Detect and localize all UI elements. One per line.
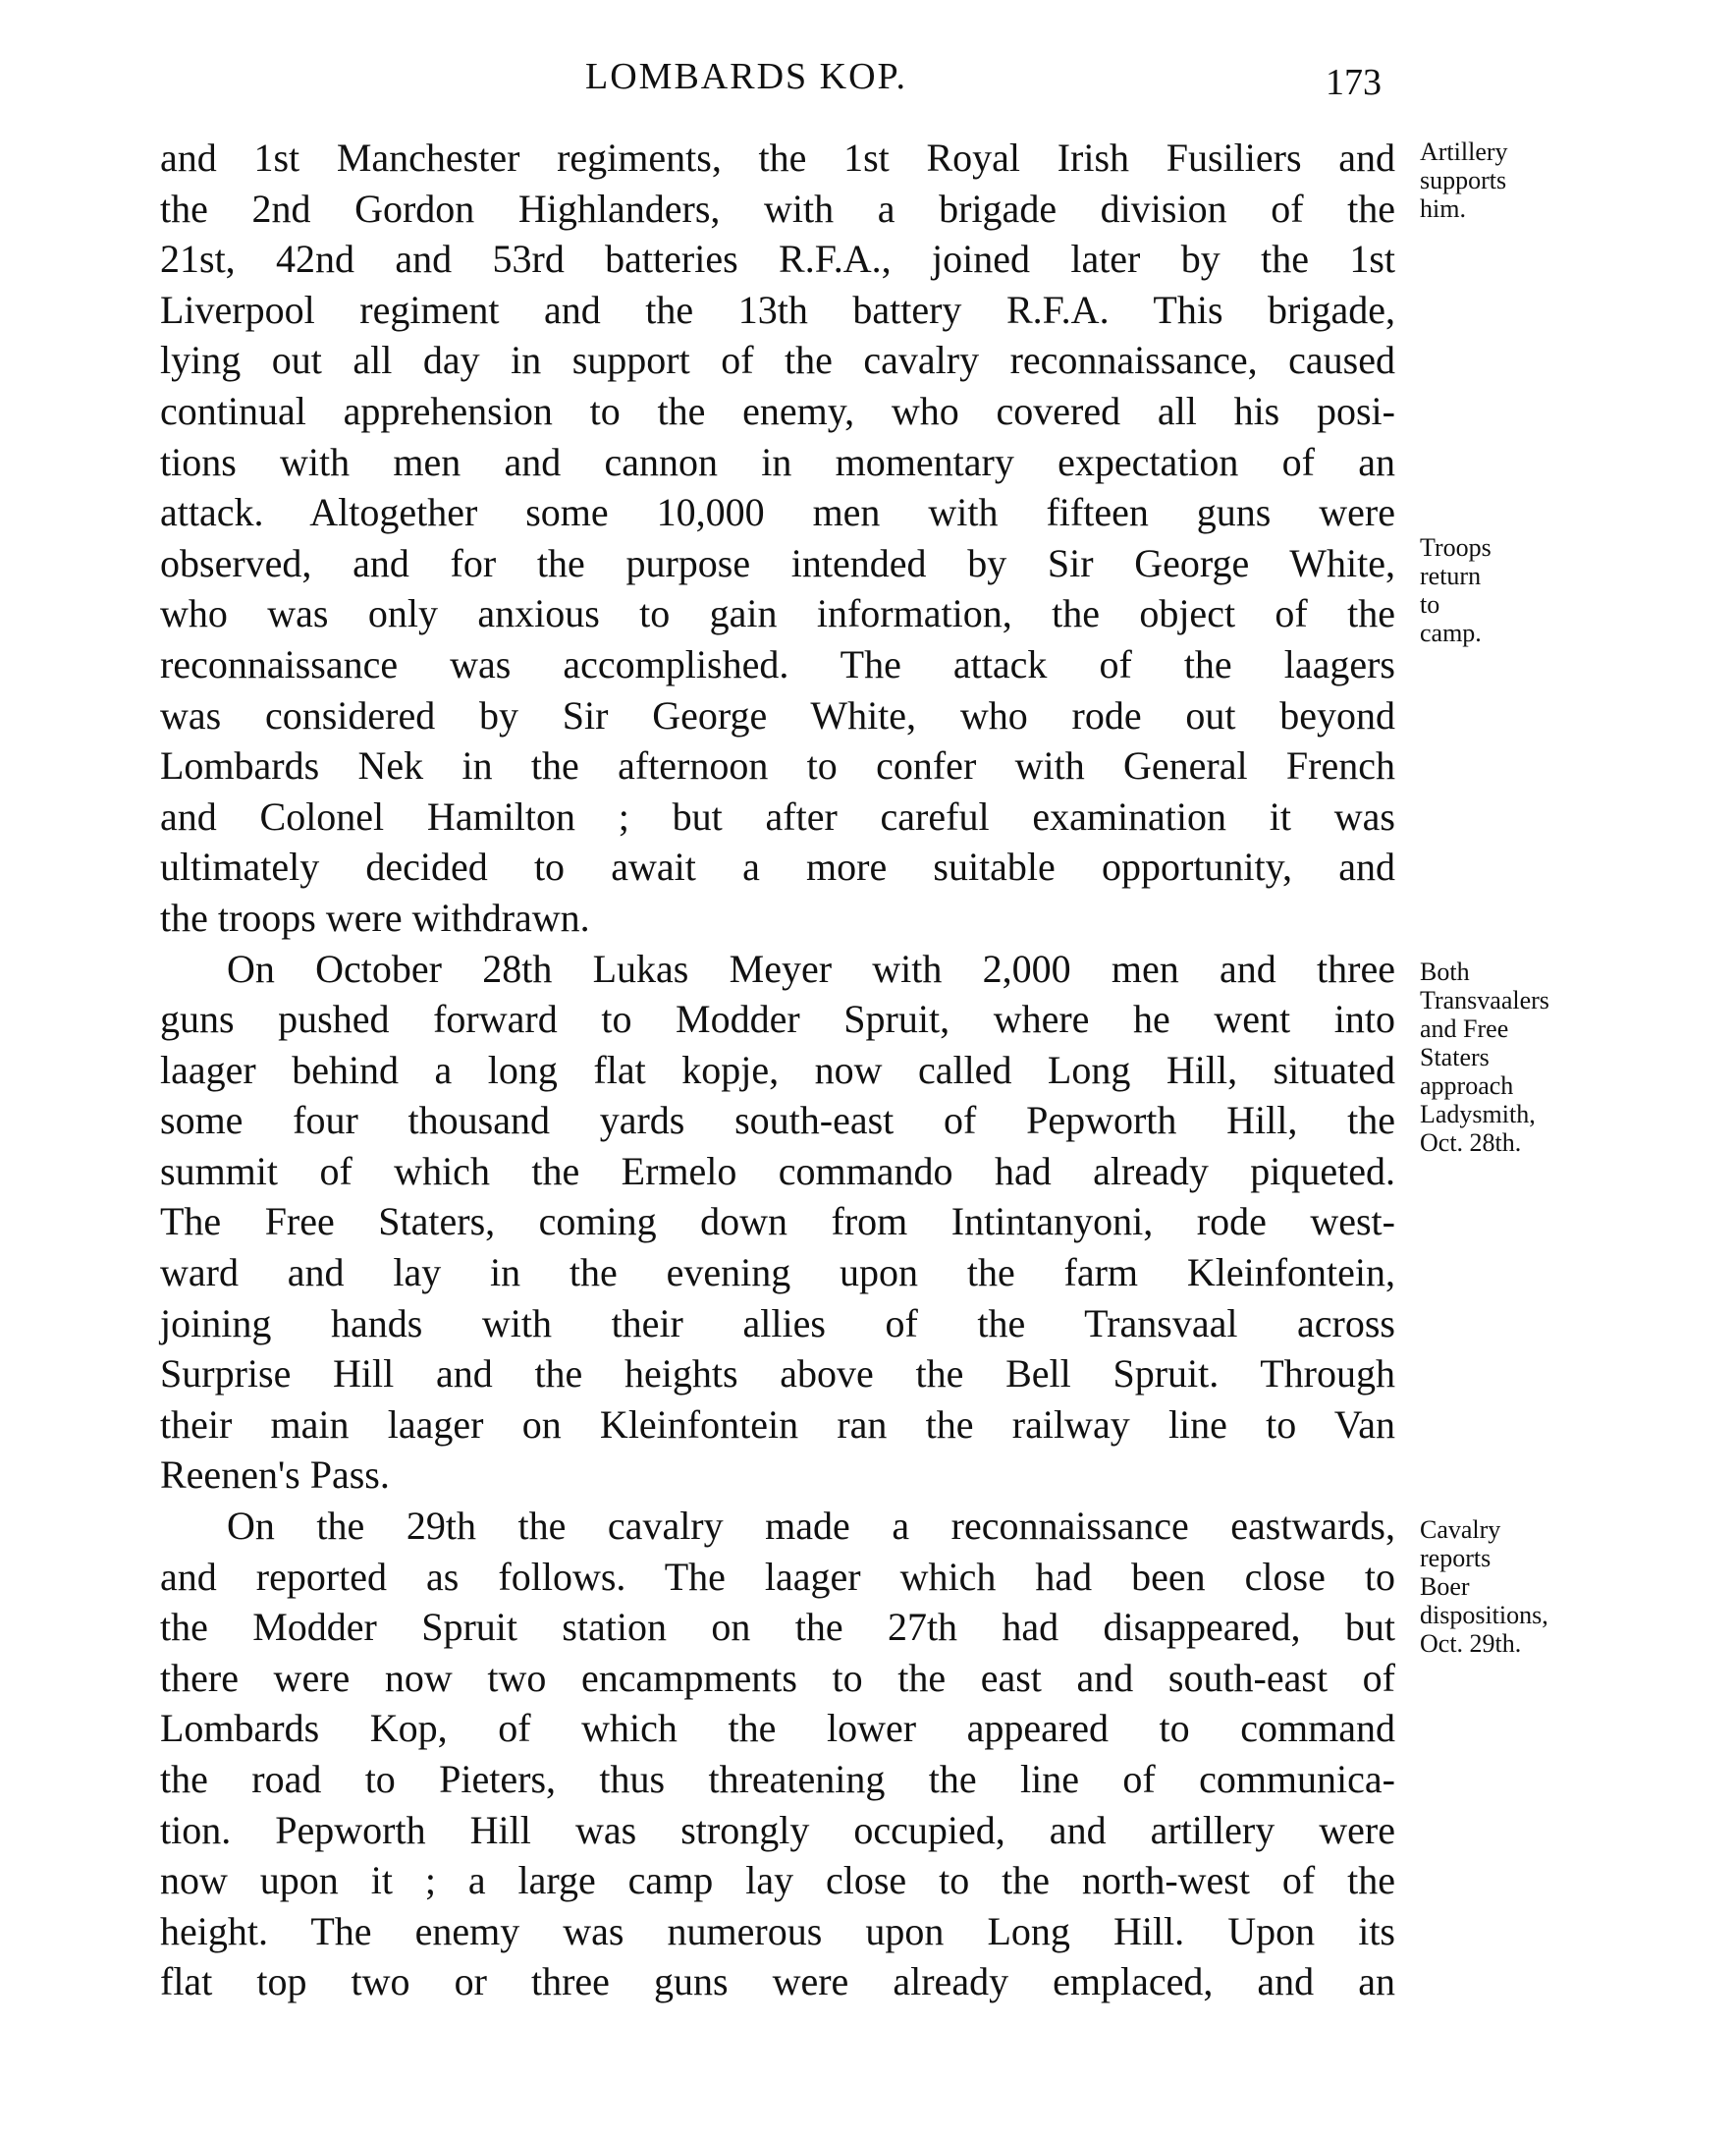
text-line: and reported as follows. The laager which had been close to xyxy=(160,1554,1395,1599)
margin-note-line: Boer xyxy=(1420,1572,1470,1601)
running-head xyxy=(0,55,1736,104)
margin-note xyxy=(1420,958,1549,1157)
text-line: was considered by Sir George White, who rode out beyond xyxy=(160,692,1395,738)
text-line: their main laager on Kleinfontein ran the railway line to Van xyxy=(160,1401,1395,1447)
margin-note-line: dispositions, xyxy=(1420,1601,1548,1629)
text-line: height. The enemy was numerous upon Long Hill. Upon its xyxy=(160,1908,1395,1953)
text-line: Surprise Hill and the heights above the Bell Spruit. Through xyxy=(160,1351,1395,1397)
text-line: 21st, 42nd and 53rd batteries R.F.A., joined later by the 1st xyxy=(160,237,1395,282)
margin-note-line: Ladysmith, xyxy=(1420,1100,1536,1128)
text-line: who was only anxious to gain information, the object of the xyxy=(160,591,1395,636)
text-line: the road to Pieters, thus threatening the line of communica- xyxy=(160,1757,1395,1801)
margin-note xyxy=(1420,533,1492,647)
margin-note-line: Troops xyxy=(1420,533,1492,562)
text-line: observed, and for the purpose intended by Sir George White, xyxy=(160,540,1395,585)
margin-note xyxy=(1420,137,1508,223)
text-line: reconnaissance was accomplished. The attack of the laagers xyxy=(160,641,1395,686)
text-line: the Modder Spruit station on the 27th had disappeared, but xyxy=(160,1605,1395,1650)
text-line: tion. Pepworth Hill was strongly occupied, and artillery were xyxy=(160,1807,1395,1852)
text-line: The Free Staters, coming down from Intintanyoni, rode west- xyxy=(160,1199,1395,1244)
text-line: some four thousand yards south-east of Pepworth Hill, the xyxy=(160,1098,1395,1143)
text-line: now upon it ; a large camp lay close to the north-west of the xyxy=(160,1858,1395,1903)
text-line: attack. Altogether some 10,000 men with fifteen guns were xyxy=(160,490,1395,535)
text-line: ultimately decided to await a more suitable opportunity, and xyxy=(160,845,1395,890)
text-line: and Colonel Hamilton ; but after careful examination it was xyxy=(160,794,1395,839)
text-line: flat top two or three guns were already emplaced, and an xyxy=(160,1959,1395,2004)
text-line: Reenen's Pass. xyxy=(160,1452,390,1498)
text-line: laager behind a long flat kopje, now called Long Hill, situated xyxy=(160,1047,1395,1092)
margin-note-line: approach xyxy=(1420,1071,1514,1100)
text-line: Lombards Kop, of which the lower appeared to command xyxy=(160,1706,1395,1751)
margin-note-line: and Free xyxy=(1420,1014,1509,1043)
margin-note-line: Artillery xyxy=(1420,137,1508,166)
text-line: On October 28th Lukas Meyer with 2,000 men and three xyxy=(227,946,1395,991)
margin-note-line: return xyxy=(1420,562,1482,590)
text-line: Liverpool regiment and the 13th battery R.F.A. This brigade, xyxy=(160,287,1395,332)
text-line: the troops were withdrawn. xyxy=(160,895,590,940)
text-line: ward and lay in the evening upon the farm Kleinfontein, xyxy=(160,1250,1395,1295)
chapter-title: LOMBARDS KOP. xyxy=(585,56,907,97)
text-line: joining hands with their allies of the Transvaal across xyxy=(160,1300,1395,1345)
margin-note-line: to xyxy=(1420,590,1440,619)
margin-note xyxy=(1420,1515,1548,1658)
margin-note-line: Cavalry xyxy=(1420,1515,1501,1544)
text-line: there were now two encampments to the east and south-east of xyxy=(160,1655,1395,1700)
page-number: 173 xyxy=(1326,62,1382,103)
text-line: Lombards Nek in the afternoon to confer with General French xyxy=(160,743,1395,789)
margin-note-line: Oct. 29th. xyxy=(1420,1629,1522,1658)
margin-note-line: Staters xyxy=(1420,1043,1490,1071)
body-text xyxy=(160,133,1395,2007)
text-line: continual apprehension to the enemy, who covered all his posi- xyxy=(160,388,1395,433)
margin-note-line: Both xyxy=(1420,958,1470,986)
margin-note-line: supports xyxy=(1420,166,1507,194)
text-line: the 2nd Gordon Highlanders, with a brigade division of the xyxy=(160,186,1395,231)
text-line: and 1st Manchester regiments, the 1st Royal Irish Fusiliers and xyxy=(160,136,1395,180)
text-line: lying out all day in support of the cavalry reconnaissance, caused xyxy=(160,338,1395,383)
text-line: On the 29th the cavalry made a reconnaissance eastwards, xyxy=(227,1504,1395,1549)
margin-note-line: Oct. 28th. xyxy=(1420,1128,1522,1157)
margin-note-line: camp. xyxy=(1420,619,1482,647)
margin-note-line: Transvaalers xyxy=(1420,986,1549,1014)
text-line: tions with men and cannon in momentary expectation of an xyxy=(160,439,1395,484)
margin-note-line: him. xyxy=(1420,194,1466,223)
text-line: summit of which the Ermelo commando had already piqueted. xyxy=(160,1148,1395,1193)
margin-note-line: reports xyxy=(1420,1544,1492,1572)
text-line: guns pushed forward to Modder Spruit, where he went into xyxy=(160,997,1395,1042)
